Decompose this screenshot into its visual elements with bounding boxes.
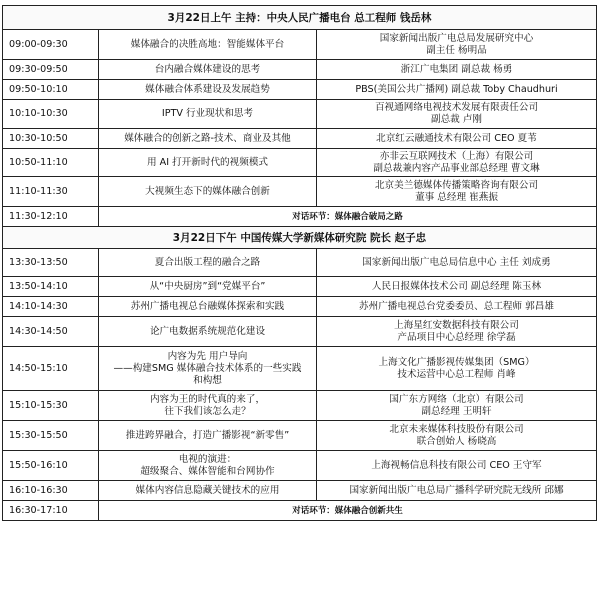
- agenda-row: [3, 249, 597, 277]
- speaker-cell-line: 百视通网络电视技术发展有限责任公司: [374, 102, 539, 113]
- time-cell: 14:50-15:10: [3, 347, 99, 391]
- topic-cell: [99, 277, 317, 297]
- speaker-cell-line: 董事 总经理 崔燕振: [415, 191, 498, 203]
- speaker-cell-line: 上海文化广播影视传媒集团（SMG）: [378, 356, 535, 368]
- time-cell: 09:00-09:30: [3, 30, 99, 60]
- session-header: 3月22日上午 主持：中央人民广播电台 总工程师 钱岳林: [3, 6, 597, 30]
- topic-cell: [99, 391, 317, 421]
- time-cell: 11:30-12:10: [3, 207, 99, 227]
- speaker-cell-line: 产品项目中心总经理 徐学磊: [397, 331, 516, 343]
- topic-cell-line: 超级聚合、媒体智能和台网协作: [140, 465, 275, 477]
- speaker-cell: [317, 297, 597, 317]
- speaker-cell-line: 人民日报媒体技术公司 副总经理 陈玉林: [371, 280, 542, 292]
- speaker-cell-line: 副总裁兼内容产品事业部总经理 曹文琳: [373, 162, 540, 174]
- speaker-cell: [317, 100, 597, 129]
- time-cell: 16:30-17:10: [3, 501, 99, 521]
- topic-cell: [99, 481, 317, 501]
- speaker-cell: [317, 129, 597, 149]
- topic-cell: [99, 129, 317, 149]
- speaker-cell-line: 浙江广电集团 副总裁 杨勇: [400, 63, 513, 75]
- topic-cell: [99, 249, 317, 277]
- agenda-row: [3, 30, 597, 60]
- time-cell: 15:30-15:50: [3, 421, 99, 451]
- topic-cell-line: 大视频生态下的媒体融合创新: [145, 185, 270, 197]
- topic-cell: [99, 451, 317, 481]
- speaker-cell-line: 国广东方网络（北京）有限公司: [389, 393, 524, 405]
- speaker-cell: [317, 80, 597, 100]
- speaker-cell-line: 上海视畅信息科技有限公司 CEO 王守军: [371, 459, 542, 471]
- time-cell: 10:30-10:50: [3, 129, 99, 149]
- time-cell: 14:30-14:50: [3, 317, 99, 347]
- speaker-cell-line: 北京美兰德媒体传播策略咨询有限公司: [374, 179, 539, 191]
- topic-cell-line: 用 AI 打开新时代的视频模式: [146, 156, 269, 168]
- speaker-cell: [317, 347, 597, 391]
- speaker-cell: [317, 249, 597, 277]
- speaker-cell: [317, 60, 597, 80]
- agenda-row: [3, 481, 597, 501]
- speaker-cell: [317, 149, 597, 177]
- agenda-row: [3, 297, 597, 317]
- speaker-cell-line: 国家新闻出版广电总局信息中心 主任 刘成勇: [362, 256, 551, 268]
- agenda-row: [3, 80, 597, 100]
- time-cell: 11:10-11:30: [3, 177, 99, 207]
- speaker-cell: [317, 421, 597, 451]
- topic-cell: [99, 100, 317, 129]
- topic-cell: [99, 421, 317, 451]
- speaker-cell: [317, 277, 597, 297]
- agenda-row: [3, 277, 597, 297]
- speaker-cell-line: 技术运营中心总工程师 肖峰: [397, 368, 516, 380]
- topic-cell-line: ——构建SMG 媒体融合技术体系的一些实践: [113, 362, 302, 374]
- speaker-cell-line: 北京未来媒体科技股份有限公司: [389, 423, 524, 435]
- topic-cell: [99, 80, 317, 100]
- speaker-cell-line: 国家新闻出版广电总局广播科学研究院无线所 邱娜: [349, 484, 564, 496]
- topic-cell: [99, 60, 317, 80]
- topic-cell-line: 媒体融合体系建设及发展趋势: [145, 83, 270, 95]
- agenda-row: [3, 317, 597, 347]
- topic-cell-line: 论广电数据系统规范化建设: [149, 325, 266, 337]
- topic-cell-line: 媒体内容信息隐藏关键技术的应用: [135, 484, 280, 496]
- topic-cell-line: 夏合出版工程的融合之路: [154, 256, 261, 268]
- topic-cell-line: 往下我们该怎么走？: [164, 405, 251, 417]
- speaker-cell-line: 国家新闻出版广电总局发展研究中心: [379, 32, 534, 44]
- speaker-cell-line: PBS(美国公共广播网) 副总裁 Toby Chaudhuri: [355, 83, 558, 95]
- agenda-row: [3, 451, 597, 481]
- topic-cell-line: 内容为先 用户导向: [167, 350, 248, 362]
- topic-cell-line: 苏州广播电视总台融媒体探索和实践: [130, 300, 285, 312]
- speaker-cell: [317, 30, 597, 60]
- time-cell: 13:50-14:10: [3, 277, 99, 297]
- agenda-table: [2, 5, 597, 521]
- speaker-cell-line: 亦非云互联网技术（上海）有限公司: [379, 150, 534, 162]
- speaker-cell-line: 副总裁 卢刚: [430, 114, 483, 125]
- topic-cell-line: 电视的演进：: [178, 453, 237, 465]
- time-cell: 09:50-10:10: [3, 80, 99, 100]
- speaker-cell-line: 苏州广播电视总台党委委员、总工程师 郭昌雄: [359, 300, 554, 312]
- speaker-cell: [317, 481, 597, 501]
- session-header: 3月22日下午 中国传媒大学新媒体研究院 院长 赵子忠: [3, 227, 597, 249]
- topic-cell-line: 媒体融合的决胜高地：智能媒体平台: [130, 38, 285, 50]
- speaker-cell-line: 北京红云融通技术有限公司 CEO 夏苇: [376, 132, 537, 144]
- topic-cell: [99, 177, 317, 207]
- time-cell: 10:50-11:10: [3, 149, 99, 177]
- agenda-row: [3, 177, 597, 207]
- topic-cell-line: 和构想: [193, 374, 222, 386]
- topic-cell: [99, 347, 317, 391]
- time-cell: 15:10-15:30: [3, 391, 99, 421]
- speaker-cell: [317, 177, 597, 207]
- time-cell: 16:10-16:30: [3, 481, 99, 501]
- speaker-cell-line: 联合创始人 杨晓高: [416, 435, 497, 447]
- speaker-cell: [317, 317, 597, 347]
- agenda-row: [3, 347, 597, 391]
- topic-cell: [99, 297, 317, 317]
- topic-cell-line: 媒体融合的创新之路-技术、商业及其他: [124, 132, 291, 144]
- dialogue-session-label: 对话环节：媒体融合破局之路: [99, 207, 597, 227]
- topic-cell-line: 台内融合媒体建设的思考: [154, 63, 261, 75]
- topic-cell-line: 推进跨界融合，打造广播影视“新零售”: [125, 429, 290, 441]
- agenda-row: [3, 149, 597, 177]
- time-cell: 09:30-09:50: [3, 60, 99, 80]
- time-cell: 13:30-13:50: [3, 249, 99, 277]
- agenda-row: [3, 129, 597, 149]
- topic-cell: [99, 30, 317, 60]
- speaker-cell-line: 副主任 杨明品: [426, 44, 487, 56]
- topic-cell-line: 内容为王的时代真的来了，: [149, 393, 266, 405]
- topic-cell: [99, 317, 317, 347]
- agenda-row: [3, 60, 597, 80]
- speaker-cell: [317, 391, 597, 421]
- speaker-cell-line: 上海星红安数据科技有限公司: [394, 319, 519, 331]
- topic-cell: [99, 149, 317, 177]
- topic-cell-line: IPTV 行业现状和思考: [161, 108, 254, 119]
- agenda-row: [3, 421, 597, 451]
- time-cell: 14:10-14:30: [3, 297, 99, 317]
- time-cell: 15:50-16:10: [3, 451, 99, 481]
- speaker-cell-line: 副总经理 王明轩: [421, 405, 492, 417]
- agenda-row: [3, 391, 597, 421]
- agenda-row: [3, 100, 597, 129]
- speaker-cell: [317, 451, 597, 481]
- topic-cell-line: 从“中央厨房”到“党媒平台”: [149, 280, 266, 292]
- dialogue-session-label: 对话环节：媒体融合创新共生: [99, 501, 597, 521]
- time-cell: 10:10-10:30: [3, 100, 99, 129]
